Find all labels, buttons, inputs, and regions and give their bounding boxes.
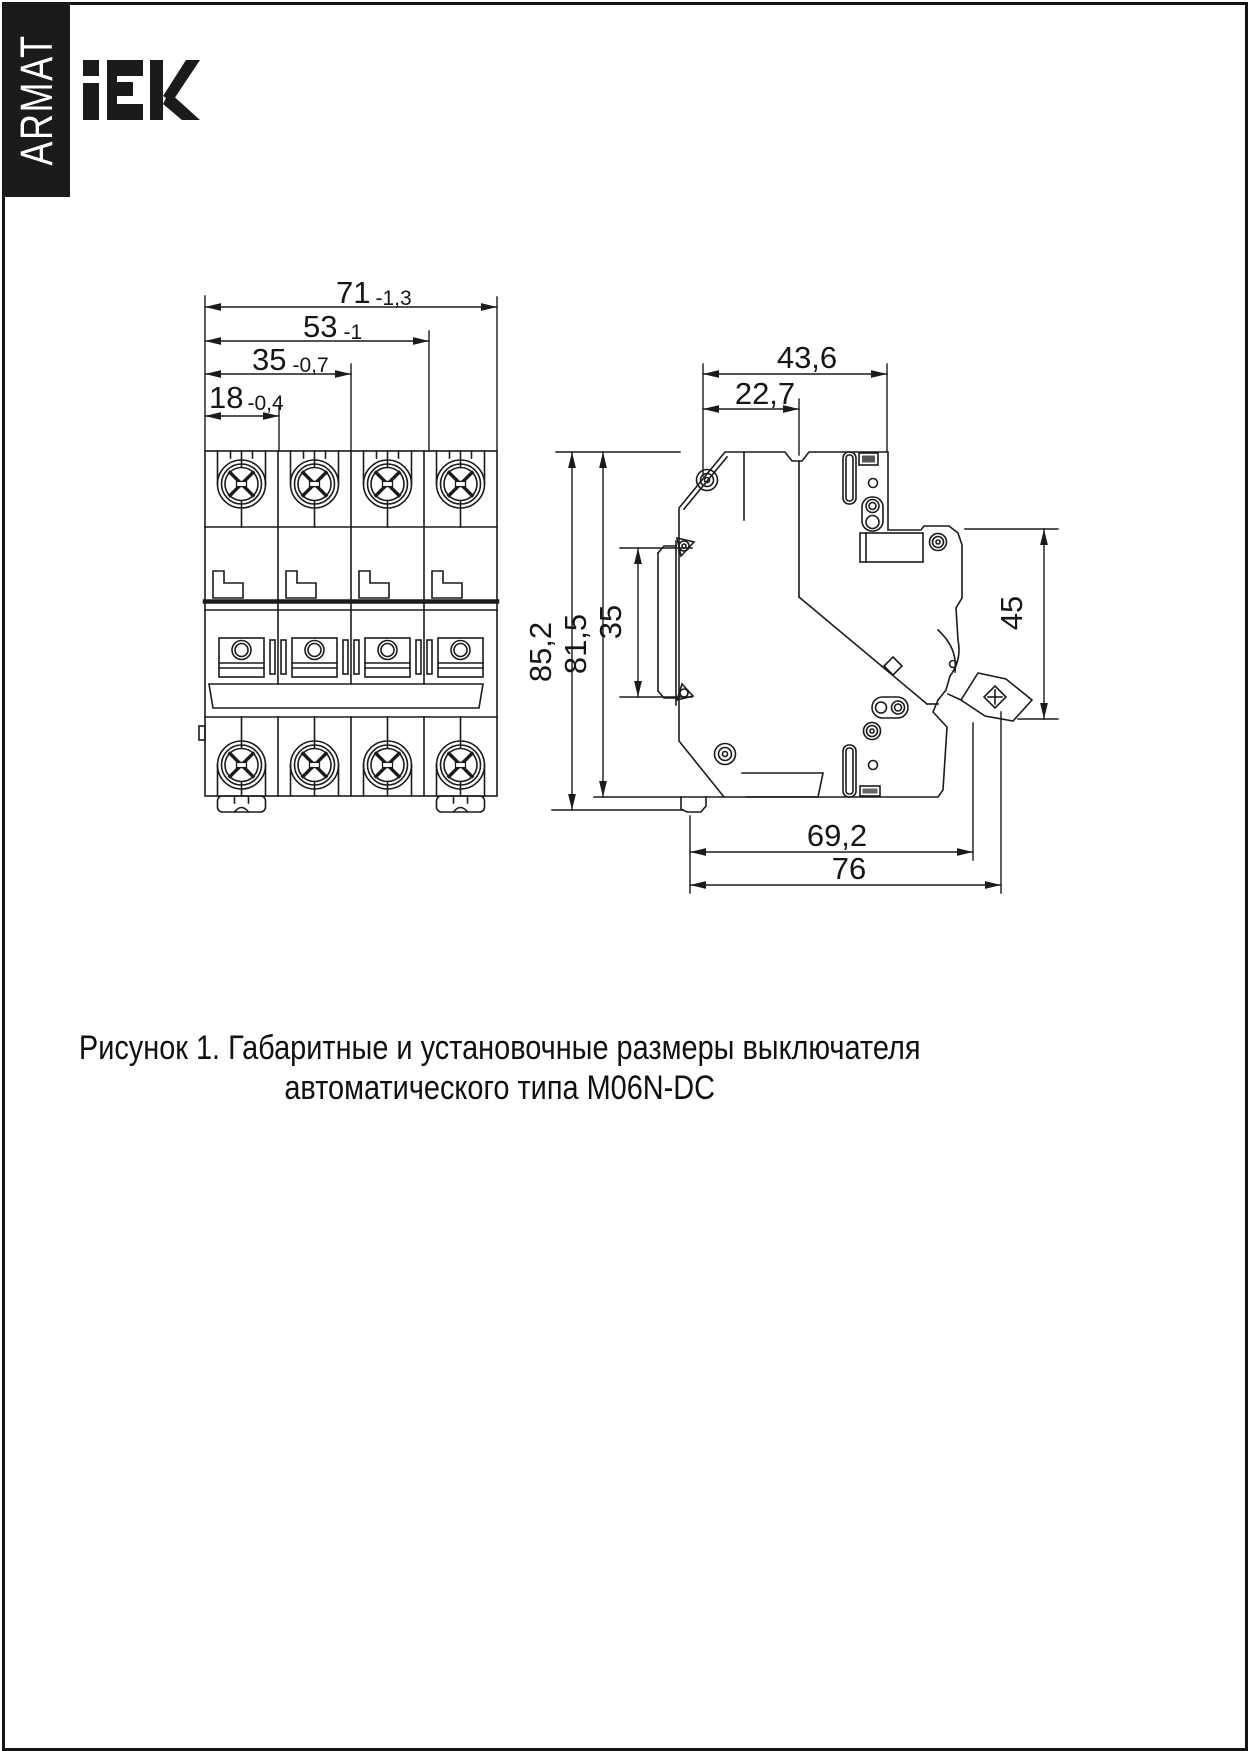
svg-text:85,2: 85,2 bbox=[523, 621, 558, 683]
dim-76 bbox=[690, 851, 1001, 886]
dim-18 bbox=[205, 380, 284, 416]
bottom-step bbox=[742, 773, 823, 797]
front-dimensions bbox=[205, 275, 497, 451]
side-dimensions bbox=[523, 340, 1058, 893]
svg-text:71-1,3: 71 -1,3 bbox=[336, 275, 412, 310]
svg-text:35: 35 bbox=[593, 604, 628, 640]
figure-caption-line1: Рисунок 1. Габаритные и установочные размеры выключателя bbox=[78, 1029, 921, 1067]
dim-35-rail bbox=[593, 548, 638, 697]
svg-text:35-0,7: 35 -0,7 bbox=[252, 342, 329, 377]
dim-22-7 bbox=[703, 376, 799, 411]
figure-caption bbox=[73, 1028, 926, 1108]
toggle-handle bbox=[948, 673, 1032, 721]
armat-label: ARMAT bbox=[10, 34, 62, 166]
dim-53 bbox=[205, 309, 429, 344]
dim-69-2 bbox=[690, 818, 973, 853]
svg-text:69,2: 69,2 bbox=[806, 818, 868, 853]
dim-43-6 bbox=[703, 340, 887, 375]
din-rail bbox=[658, 541, 676, 705]
front-toggle-row bbox=[209, 638, 483, 708]
front-view bbox=[199, 275, 497, 812]
dim-71 bbox=[205, 275, 497, 310]
dim-35 bbox=[205, 342, 351, 377]
svg-text:81,5: 81,5 bbox=[558, 613, 593, 675]
top-terminal-opening bbox=[860, 533, 923, 562]
svg-text:43,6: 43,6 bbox=[776, 340, 838, 375]
side-view-body bbox=[679, 452, 962, 812]
side-details bbox=[843, 452, 957, 797]
svg-text:22,7: 22,7 bbox=[734, 376, 796, 411]
svg-text:45: 45 bbox=[994, 595, 1029, 631]
svg-text:18-0,4: 18 -0,4 bbox=[209, 380, 284, 415]
rhombus-hole bbox=[884, 657, 902, 675]
figure-caption-line2: автоматического типа M06N-DC bbox=[284, 1069, 716, 1107]
svg-text:76: 76 bbox=[831, 851, 867, 886]
side-screws bbox=[677, 470, 947, 765]
svg-text:53-1: 53 -1 bbox=[303, 309, 363, 344]
side-view bbox=[523, 340, 1058, 893]
toggle-bar bbox=[209, 684, 483, 708]
